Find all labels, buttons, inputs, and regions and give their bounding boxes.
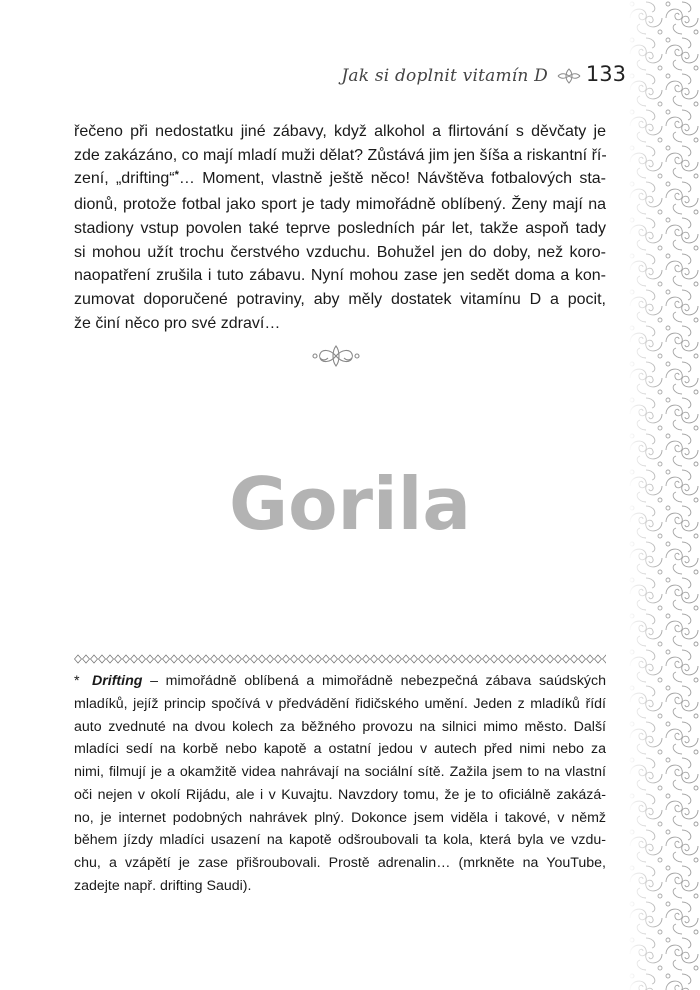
footnote-reference: * [174,169,179,182]
footnote-line: chu, a vzápětí je zase přišroubovali. Prostě adrenalin… (mrkněte na YouTube, [74,855,606,871]
page-number: 133 [585,62,626,86]
flourish-icon [556,67,582,85]
body-line [74,167,606,193]
footnote-line: no, je internet podobných nahrávek plný. Dokonce jsem viděla i takové, v němž [74,809,606,826]
footnote-line-part: – mimořádně oblíbená a mimořádně nebezpečná zábava saúdských [142,673,606,689]
footnote-line: oči nejen v okolí Rijádu, ale i v Kuvajtu. Navzdory tomu, že je to oficiálně zakázá- [74,786,606,803]
footnote-line: zadejte např. drifting Saudi). [74,877,252,894]
running-head [300,60,626,94]
body-paragraph [74,120,606,335]
footnote-marker: * [74,673,80,689]
footnote-line: nimi, filmují je a okamžitě videa nahrávají na sociální sítě. Zažila jsem to na vlastní [74,764,606,780]
body-line-part: … Moment, vlastně ještě něco! Návštěva fotbalových sta- [178,170,607,188]
fleuron-icon [312,343,360,369]
body-line: naopatření zrušila i tuto zábavu. Nyní mohou zase jen sedět doma a kon- [74,267,606,285]
body-line: řečeno při nedostatku jiné zábavy, když alkohol a flirtování s děvčaty je [74,123,606,140]
running-head-title: Jak si doplnit vitamín D [341,66,548,86]
body-line-part: zení, „drifting“ [74,170,175,188]
body-line: stadiony vstup povolen také teprve posledních pár let, takže aspoň tady [74,219,606,237]
footnote [74,670,606,898]
body-line: že činí něco pro své zdraví… [74,314,281,332]
footnote-line: mladíci sedí na korbě nebo kapotě a ostatní jedou v autech před nimi nebo za [74,741,606,758]
footnote-line: auto zvednuté na dvou kolech za běžného provozu na silnici mimo město. Další [74,718,606,735]
body-line: zde zakázáno, co mají mladí muži dělat? Zůstává jim jen šíša a riskantní ří- [74,146,607,164]
footnote-line: během jízdy mladíci usazení na kapotě odšroubovali ta kola, která byla ve vzdu- [74,832,606,849]
page-border-pattern [628,0,700,990]
footnote-line [74,670,606,693]
footnote-separator [74,654,606,664]
footnote-term: Drifting [92,673,143,689]
body-line: dionů, protože fotbal jako sport je tady mimořádně oblíbený. Ženy mají na [74,196,606,214]
footnote-line: mladíků, jejíž princip spočívá v předvádění řidičského umění. Jeden z mladíků řídí [74,695,606,712]
publisher-watermark: Gorila [228,462,471,546]
body-line: si mohou užít trochu čerstvého vzduchu. Bohužel jen do doby, než koro- [74,243,606,261]
body-line: zumovat doporučené potraviny, aby měly dostatek vitamínu D a pocit, [74,290,606,308]
